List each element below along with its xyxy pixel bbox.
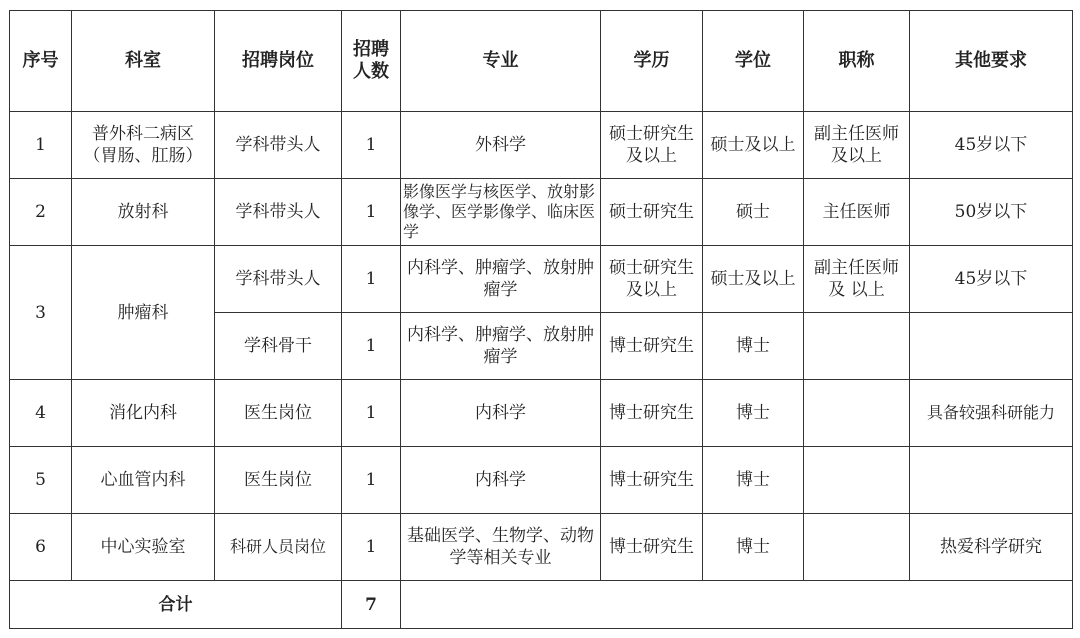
cell-count: 1 bbox=[342, 313, 401, 380]
header-count bbox=[342, 11, 401, 112]
cell-no: 2 bbox=[10, 179, 72, 246]
header-count-label: 招聘 人数 bbox=[353, 39, 389, 82]
cell-edu: 硕士研究生 及以上 bbox=[601, 246, 703, 313]
total-row bbox=[10, 581, 1073, 629]
cell-post: 医生岗位 bbox=[215, 380, 342, 447]
cell-other: 热爱科学研究 bbox=[910, 514, 1073, 581]
total-count: 7 bbox=[342, 581, 401, 629]
cell-no: 5 bbox=[10, 447, 72, 514]
cell-post: 学科骨干 bbox=[215, 313, 342, 380]
table-row bbox=[10, 380, 1073, 447]
cell-count: 1 bbox=[342, 112, 401, 179]
table-row bbox=[10, 246, 1073, 313]
cell-degree: 硕士及以上 bbox=[703, 246, 804, 313]
header-title: 职称 bbox=[804, 11, 910, 112]
table-row bbox=[10, 447, 1073, 514]
cell-major: 内科学、肿瘤学、放射肿瘤学 bbox=[401, 246, 601, 313]
cell-other: 具备较强科研能力 bbox=[910, 380, 1073, 447]
cell-other bbox=[910, 447, 1073, 514]
header-row bbox=[10, 11, 1073, 112]
cell-degree: 博士 bbox=[703, 380, 804, 447]
cell-title: 副主任医师 及以上 bbox=[804, 112, 910, 179]
cell-no: 1 bbox=[10, 112, 72, 179]
cell-no: 3 bbox=[10, 246, 72, 380]
cell-edu: 博士研究生 bbox=[601, 514, 703, 581]
cell-post: 学科带头人 bbox=[215, 246, 342, 313]
cell-edu: 硕士研究生 bbox=[601, 179, 703, 246]
header-degree: 学位 bbox=[703, 11, 804, 112]
header-dept: 科室 bbox=[72, 11, 215, 112]
recruitment-table bbox=[9, 10, 1073, 629]
header-post: 招聘岗位 bbox=[215, 11, 342, 112]
cell-other: 50岁以下 bbox=[910, 179, 1073, 246]
cell-dept: 普外科二病区 （胃肠、肛肠） bbox=[72, 112, 215, 179]
cell-count: 1 bbox=[342, 380, 401, 447]
cell-edu: 博士研究生 bbox=[601, 313, 703, 380]
cell-other bbox=[910, 313, 1073, 380]
cell-other: 45岁以下 bbox=[910, 112, 1073, 179]
cell-degree: 博士 bbox=[703, 447, 804, 514]
cell-no: 6 bbox=[10, 514, 72, 581]
cell-no: 4 bbox=[10, 380, 72, 447]
cell-dept: 消化内科 bbox=[72, 380, 215, 447]
cell-count: 1 bbox=[342, 246, 401, 313]
cell-dept: 肿瘤科 bbox=[72, 246, 215, 380]
cell-degree: 硕士及以上 bbox=[703, 112, 804, 179]
cell-edu: 博士研究生 bbox=[601, 447, 703, 514]
table-row bbox=[10, 112, 1073, 179]
header-no: 序号 bbox=[10, 11, 72, 112]
cell-title bbox=[804, 313, 910, 380]
header-other: 其他要求 bbox=[910, 11, 1073, 112]
cell-major: 影像医学与核医学、放射影像学、医学影像学、临床医学 bbox=[401, 179, 601, 246]
cell-dept: 中心实验室 bbox=[72, 514, 215, 581]
cell-title bbox=[804, 380, 910, 447]
cell-post: 学科带头人 bbox=[215, 112, 342, 179]
cell-dept: 放射科 bbox=[72, 179, 215, 246]
cell-count: 1 bbox=[342, 447, 401, 514]
cell-edu: 硕士研究生 及以上 bbox=[601, 112, 703, 179]
total-label: 合计 bbox=[10, 581, 342, 629]
cell-title: 副主任医师 及 以上 bbox=[804, 246, 910, 313]
cell-title bbox=[804, 514, 910, 581]
header-major: 专业 bbox=[401, 11, 601, 112]
cell-title bbox=[804, 447, 910, 514]
cell-degree: 硕士 bbox=[703, 179, 804, 246]
cell-major: 内科学 bbox=[401, 380, 601, 447]
cell-post: 医生岗位 bbox=[215, 447, 342, 514]
table-row bbox=[10, 179, 1073, 246]
cell-major: 外科学 bbox=[401, 112, 601, 179]
cell-major: 内科学 bbox=[401, 447, 601, 514]
cell-major: 内科学、肿瘤学、放射肿瘤学 bbox=[401, 313, 601, 380]
cell-title: 主任医师 bbox=[804, 179, 910, 246]
total-empty bbox=[401, 581, 1073, 629]
cell-post: 科研人员岗位 bbox=[215, 514, 342, 581]
cell-edu: 博士研究生 bbox=[601, 380, 703, 447]
cell-major: 基础医学、生物学、动物学等相关专业 bbox=[401, 514, 601, 581]
cell-dept: 心血管内科 bbox=[72, 447, 215, 514]
cell-post: 学科带头人 bbox=[215, 179, 342, 246]
table-row bbox=[10, 514, 1073, 581]
cell-other: 45岁以下 bbox=[910, 246, 1073, 313]
cell-degree: 博士 bbox=[703, 514, 804, 581]
header-edu: 学历 bbox=[601, 11, 703, 112]
cell-count: 1 bbox=[342, 514, 401, 581]
cell-count: 1 bbox=[342, 179, 401, 246]
cell-degree: 博士 bbox=[703, 313, 804, 380]
